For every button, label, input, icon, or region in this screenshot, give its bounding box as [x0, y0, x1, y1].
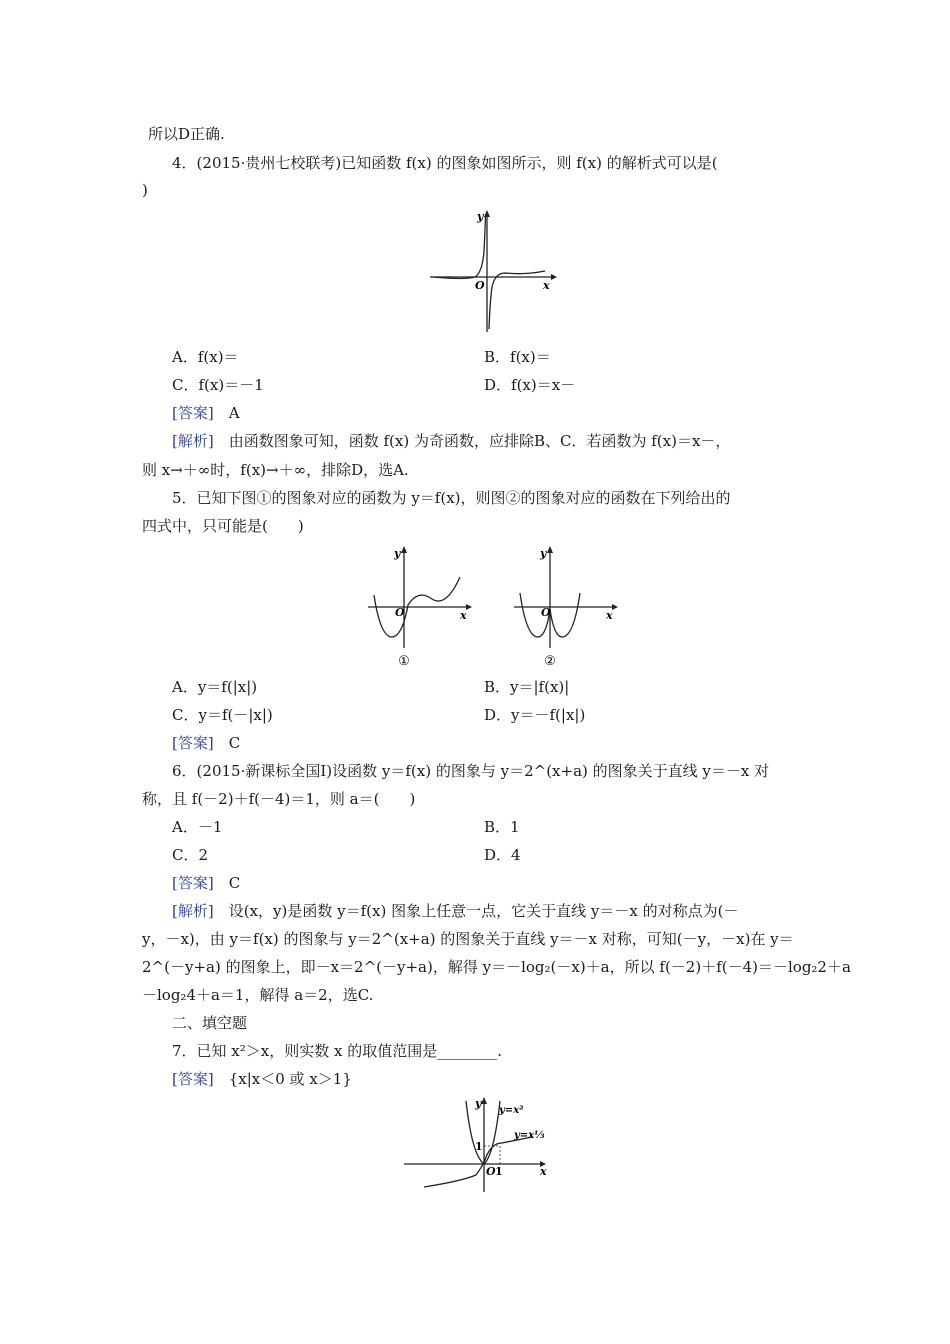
q5a-y-arrow	[401, 546, 407, 553]
question-7-stem: 7．已知 x²＞x，则实数 x 的取值范围是________.	[172, 1042, 503, 1060]
q7-y-label: y	[475, 1097, 482, 1110]
analysis-4-line-2: 则 x→＋∞时，f(x)→＋∞，排除D，选A.	[142, 461, 409, 479]
answer-tag: [答案]	[172, 1070, 214, 1088]
q5-graph-2	[510, 543, 622, 668]
q4-x-arrow	[551, 274, 557, 280]
question-4-stem-end: )	[142, 181, 148, 199]
answer-tag: [答案]	[172, 734, 214, 752]
analysis-6-line-4: －log₂4＋a＝1，解得 a＝2，选C.	[142, 986, 374, 1004]
analysis-text: 由函数图象可知，函数 f(x) 为奇函数，应排除B、C．若函数为 f(x)＝x－，	[228, 432, 731, 450]
q4-curve-left	[433, 215, 486, 279]
option-4c: C．f(x)＝－1	[172, 376, 264, 394]
text-line-1: 所以D正确.	[148, 125, 225, 143]
answer-value: {x|x＜0 或 x＞1}	[228, 1070, 352, 1088]
q5b-y-arrow	[547, 546, 553, 553]
answer-tag: [答案]	[172, 404, 214, 422]
q4-x-label: x	[543, 279, 550, 292]
q5a-x-arrow	[466, 604, 472, 610]
q5a-x-label: x	[460, 609, 467, 622]
analysis-6-line-2: y，－x)，由 y＝f(x) 的图象与 y＝2^(x+a) 的图象关于直线 y＝－x 对称，可知(－y，－x)在 y＝	[142, 930, 794, 948]
q7-tick-y-1-label: 1	[475, 1140, 483, 1153]
answer-tag: [答案]	[172, 874, 214, 892]
q4-origin-label: O	[475, 279, 485, 292]
analysis-6-line-3: 2^(－y+a) 的图象上，即－x＝2^(－y+a)，解得 y＝－log₂(－x)＋a，所以 f(－2)＋f(－4)＝－log₂2＋a	[142, 958, 851, 976]
analysis-tag: [解析]	[172, 902, 214, 920]
option-6d: D．4	[484, 846, 521, 864]
q4-function-graph	[425, 207, 565, 335]
q5b-caption: ②	[544, 654, 556, 668]
q7-curve-x-squared	[466, 1101, 500, 1164]
q5b-x-label: x	[606, 609, 613, 622]
q7-power-function-graph	[402, 1095, 562, 1195]
option-6a: A．－1	[172, 818, 223, 836]
option-6c: C．2	[172, 846, 209, 864]
q7-label-x-cube-root: y=x⅓	[514, 1130, 545, 1141]
analysis-6-line-1	[172, 901, 738, 921]
question-6-stem-1: 6．(2015·新课标全国Ⅰ)设函数 y＝f(x) 的图象与 y＝2^(x+a) 的图象关于直线 y＝－x 对	[172, 762, 770, 780]
option-4a: A．f(x)＝	[172, 348, 239, 366]
section-heading-fill-in: 二、填空题	[172, 1014, 248, 1032]
analysis-tag: [解析]	[172, 432, 214, 450]
option-5c: C．y＝f(－|x|)	[172, 706, 273, 724]
answer-4	[172, 403, 240, 423]
analysis-text: 设(x，y)是函数 y＝f(x) 图象上任意一点，它关于直线 y＝－x 的对称点为(－	[228, 902, 739, 920]
q5-graph-1	[364, 543, 476, 668]
option-6b: B．1	[484, 818, 520, 836]
question-5-stem-2: 四式中，只可能是( )	[142, 517, 304, 535]
answer-value: C	[228, 874, 241, 892]
q5a-caption: ①	[398, 654, 410, 668]
option-5a: A．y＝f(|x|)	[172, 678, 258, 696]
option-4d: D．f(x)＝x－	[484, 376, 576, 394]
answer-7	[172, 1069, 352, 1089]
option-5b: B．y＝|f(x)|	[484, 678, 570, 696]
option-5d: D．y＝－f(|x|)	[484, 706, 586, 724]
q7-x-label: x	[540, 1165, 547, 1178]
answer-5	[172, 733, 240, 753]
q7-origin-label: O	[486, 1165, 496, 1178]
q4-y-label: y	[477, 210, 484, 223]
q4-curve-right	[489, 271, 545, 329]
question-5-stem-1: 5．已知下图①的图象对应的函数为 y＝f(x)，则图②的图象对应的函数在下列给出的	[172, 489, 731, 507]
option-4b: B．f(x)＝	[484, 348, 551, 366]
q7-tick-x-1-label: 1	[495, 1165, 503, 1178]
answer-value: C	[228, 734, 241, 752]
q7-label-x-squared: y=x²	[499, 1105, 524, 1116]
question-4-stem: 4．(2015·贵州七校联考)已知函数 f(x) 的图象如图所示，则 f(x) 的解析式可以是(	[172, 154, 718, 172]
q5a-origin-label: O	[395, 606, 405, 619]
answer-value: A	[228, 404, 240, 422]
q5b-x-arrow	[612, 604, 618, 610]
analysis-4-line-1	[172, 431, 730, 451]
answer-6	[172, 873, 240, 893]
q5b-origin-label: O	[541, 606, 551, 619]
q5b-y-label: y	[540, 547, 547, 560]
q7-y-arrow	[481, 1097, 487, 1104]
q5a-y-label: y	[394, 547, 401, 560]
question-6-stem-2: 称，且 f(－2)＋f(－4)＝1，则 a＝( )	[142, 790, 416, 808]
